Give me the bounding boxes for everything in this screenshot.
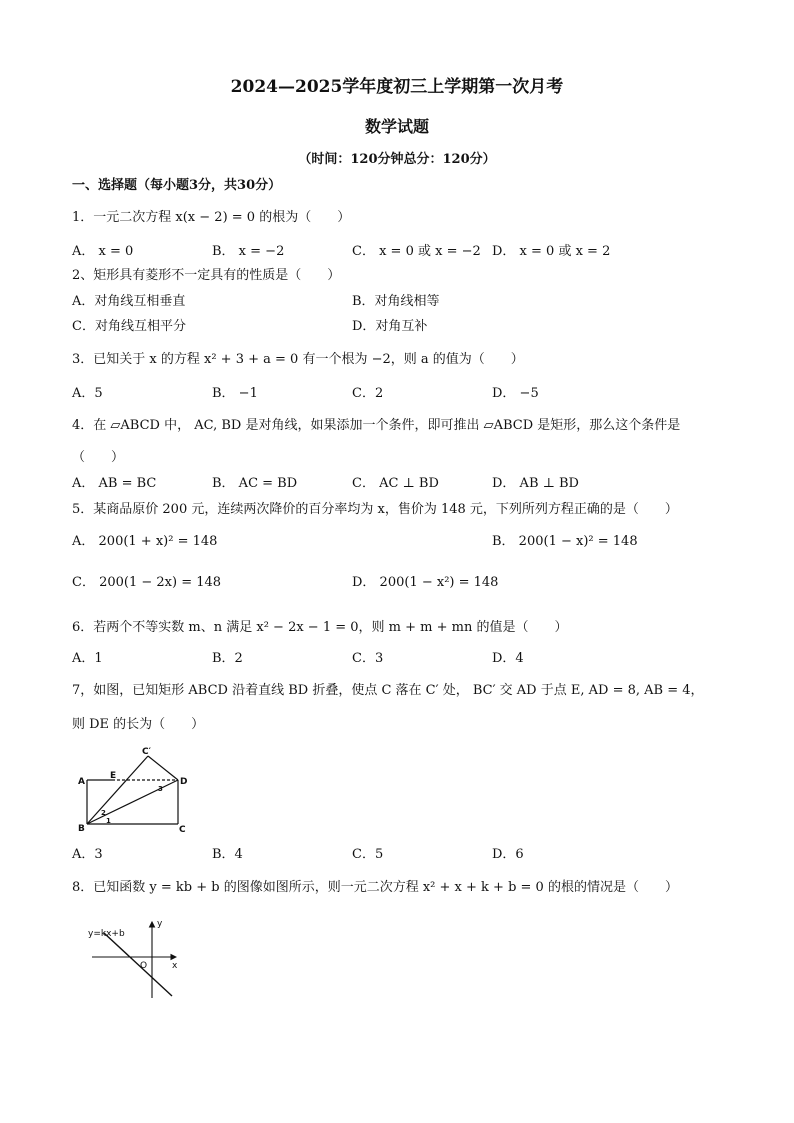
question-8-stem: 8．已知函数 y = kb + b 的图像如图所示，则一元二次方程 x² + x + k + b = 0 的根的情况是（ ）: [72, 880, 678, 895]
label-angle-3: 3: [158, 785, 163, 793]
question-7-stem-cont: 则 DE 的长为（ ）: [72, 717, 205, 732]
question-1-option-d: D． x = 0 或 x = 2: [492, 244, 611, 259]
question-2-option-a: A．对角线互相垂直: [72, 294, 186, 309]
label-a: A: [78, 777, 85, 787]
question-7-option-b: B．4: [212, 847, 243, 862]
exam-meta: （时间：120分钟总分：120分）: [298, 152, 496, 167]
label-origin: O: [140, 961, 148, 971]
question-4-option-b: B． AC = BD: [212, 476, 298, 491]
exam-title: 2024—2025学年度初三上学期第一次月考: [230, 77, 564, 97]
question-1-stem: 1．一元二次方程 x(x − 2) = 0 的根为（ ）: [72, 210, 351, 225]
question-4-stem: 4．在 ▱ABCD 中， AC, BD 是对角线，如果添加一个条件，即可推出 ▱ABCD 是矩形，那么这个条件是: [72, 418, 681, 433]
question-4-option-a: A． AB = BC: [72, 476, 157, 491]
exam-subtitle: 数学试题: [364, 117, 429, 136]
segment-c-prime-d: [148, 756, 178, 780]
question-4-stem-cont: （ ）: [72, 450, 125, 465]
question-7-option-a: A．3: [72, 847, 103, 862]
question-1-option-a: A． x = 0: [72, 244, 134, 259]
question-5-option-c: C． 200(1 − 2x) = 148: [72, 575, 222, 590]
question-1-option-b: B． x = −2: [212, 244, 285, 259]
question-2-stem: 2、矩形具有菱形不一定具有的性质是（ ）: [72, 268, 341, 283]
question-5-option-d: D． 200(1 − x²) = 148: [352, 575, 499, 590]
question-6-stem: 6．若两个不等实数 m、n 满足 x² − 2x − 1 = 0，则 m + m + mn 的值是（ ）: [72, 620, 568, 635]
figure-8-linear-function-graph: [86, 916, 186, 1002]
label-d: D: [180, 777, 188, 787]
question-2-option-c: C．对角线互相平分: [72, 319, 186, 334]
label-e: E: [110, 771, 117, 781]
question-7-option-d: D．6: [492, 847, 524, 862]
question-5-stem: 5．某商品原价 200 元，连续两次降价的百分率均为 x，售价为 148 元，下列所列方程正确的是（ ）: [72, 502, 678, 517]
label-angle-1: 1: [106, 817, 111, 825]
label-function: y=kx+b: [88, 929, 125, 939]
question-1-option-c: C． x = 0 或 x = −2: [352, 244, 481, 259]
line-kx-plus-b: [104, 933, 172, 996]
question-5-option-b: B． 200(1 − x)² = 148: [492, 534, 638, 549]
question-6-option-a: A．1: [72, 651, 103, 666]
figure-7-rectangle-fold-diagram: [76, 742, 194, 834]
label-angle-2: 2: [101, 809, 106, 817]
question-2-option-d: D．对角互补: [352, 319, 428, 334]
question-4-option-c: C． AC ⊥ BD: [352, 476, 439, 491]
question-6-option-c: C．3: [352, 651, 384, 666]
question-6-option-d: D．4: [492, 651, 524, 666]
label-c: C: [179, 825, 186, 834]
question-4-option-d: D． AB ⊥ BD: [492, 476, 579, 491]
segment-bc-prime: [87, 756, 148, 824]
question-7-option-c: C．5: [352, 847, 384, 862]
question-3-stem: 3．已知关于 x 的方程 x² + 3 + a = 0 有一个根为 −2，则 a 的值为（ ）: [72, 352, 524, 367]
label-b: B: [78, 824, 85, 834]
label-c-prime: C′: [142, 747, 151, 757]
section-heading: 一、选择题（每小题3分，共30分）: [72, 178, 282, 193]
label-y-axis: y: [157, 919, 163, 929]
label-x-axis: x: [172, 961, 178, 971]
question-3-option-b: B． −1: [212, 386, 258, 401]
question-6-option-b: B．2: [212, 651, 243, 666]
question-5-option-a: A． 200(1 + x)² = 148: [72, 534, 218, 549]
question-3-option-c: C．2: [352, 386, 384, 401]
question-7-stem: 7，如图，已知矩形 ABCD 沿着直线 BD 折叠，使点 C 落在 C′ 处， BC′ 交 AD 于点 E, AD = 8, AB = 4，: [72, 683, 704, 698]
question-3-option-a: A．5: [72, 386, 103, 401]
question-3-option-d: D． −5: [492, 386, 539, 401]
question-2-option-b: B．对角线相等: [352, 294, 440, 309]
diagonal-bd: [87, 780, 178, 824]
